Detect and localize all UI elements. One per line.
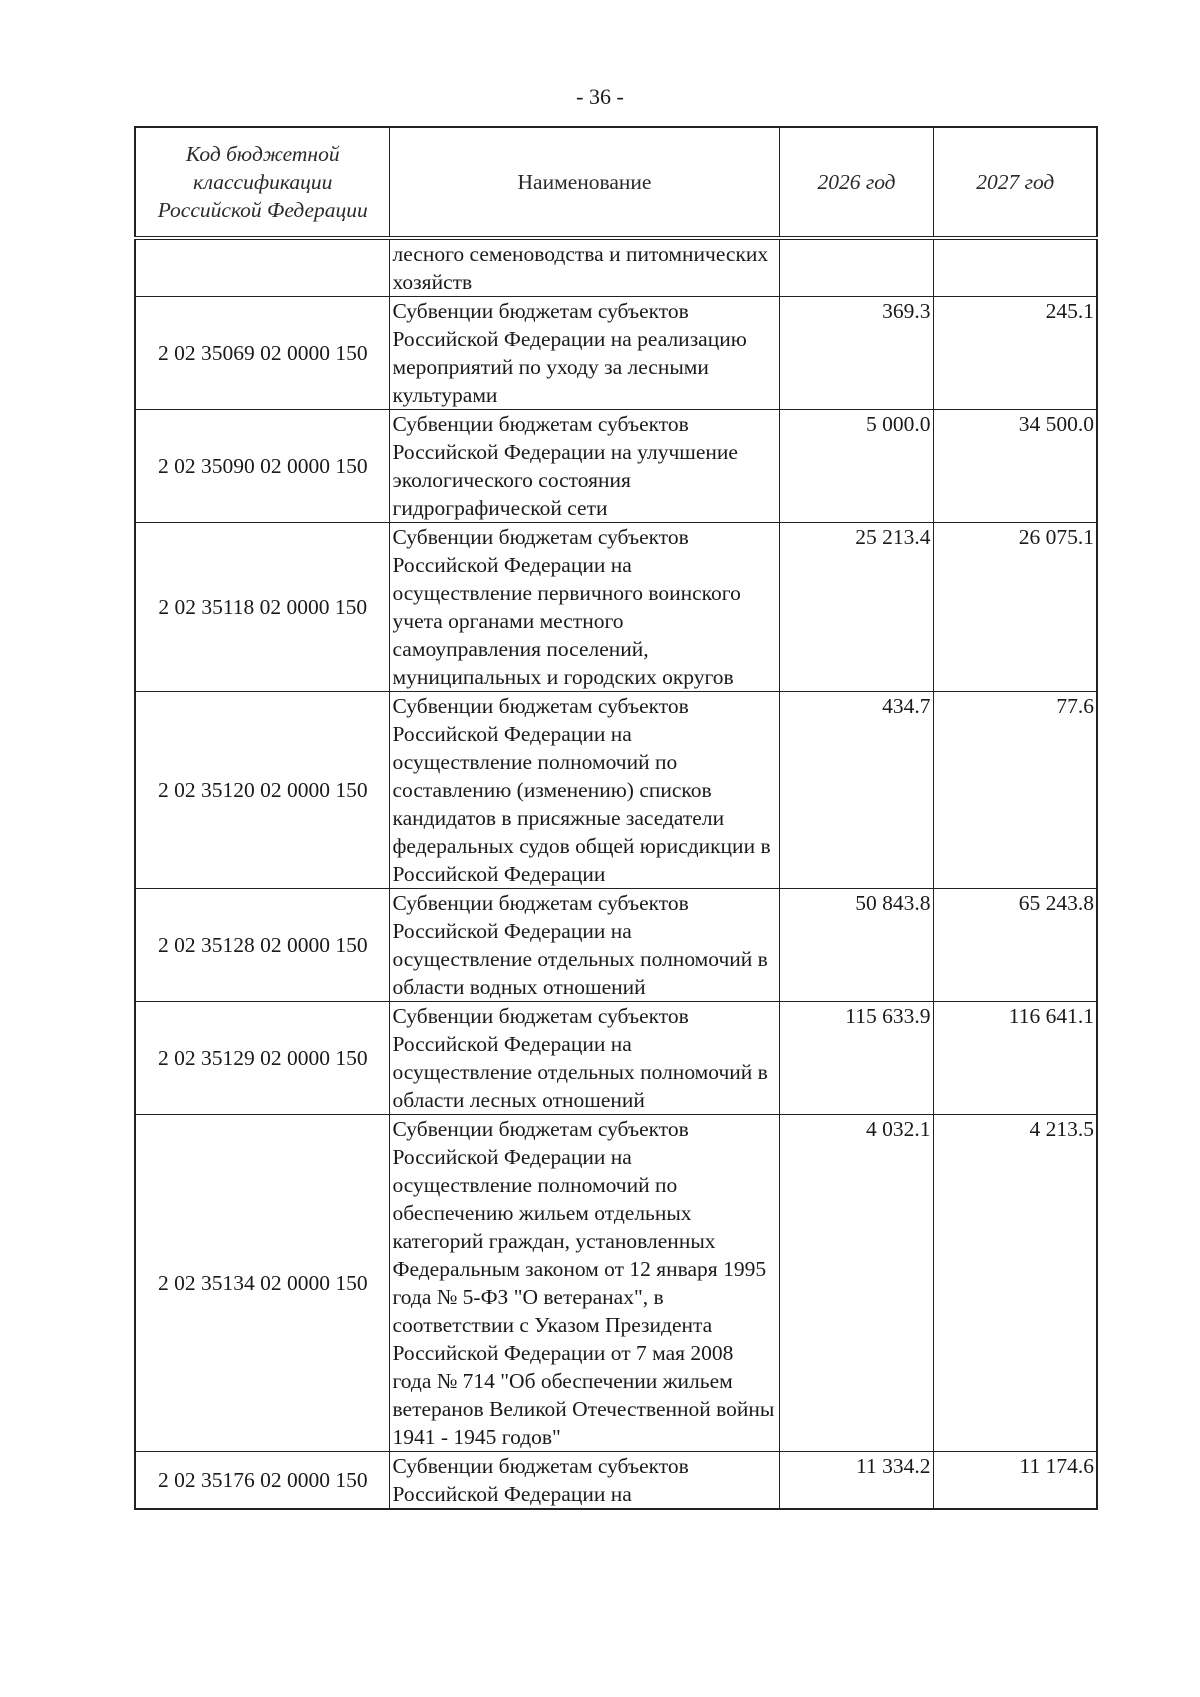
header-year-2026: 2026 год bbox=[779, 127, 933, 238]
amount-2026-cell: 4 032.1 bbox=[779, 1115, 933, 1452]
item-name-cell: Субвенции бюджетам субъектов Российской Федерации на осуществление первичного воинского учета органами местного самоуправления поселений, муниципальных и городских округов bbox=[389, 523, 779, 692]
amount-2027-cell: 4 213.5 bbox=[933, 1115, 1097, 1452]
item-name-cell: Субвенции бюджетам субъектов Российской Федерации на осуществление полномочий по обеспечению жильем отдельных категорий граждан, установленных Федеральным законом от 12 января 1995 года № 5-ФЗ "О ветеранах", в соответствии с Указом Президента Российской Федерации от 7 мая 2008 года № 714 "Об обеспечении жильем ветеранов Великой Отечественной войны 1941 - 1945 годов" bbox=[389, 1115, 779, 1452]
table-row bbox=[135, 889, 1097, 1002]
amount-2026-cell bbox=[779, 238, 933, 297]
item-name-cell: Субвенции бюджетам субъектов Российской Федерации на осуществление отдельных полномочий в области водных отношений bbox=[389, 889, 779, 1002]
amount-2026-cell: 50 843.8 bbox=[779, 889, 933, 1002]
table-row bbox=[135, 1002, 1097, 1115]
budget-table bbox=[134, 126, 1098, 1510]
table-row bbox=[135, 1115, 1097, 1452]
item-name-cell: лесного семеноводства и питомнических хозяйств bbox=[389, 238, 779, 297]
amount-2026-cell: 115 633.9 bbox=[779, 1002, 933, 1115]
budget-code-cell: 2 02 35120 02 0000 150 bbox=[135, 692, 389, 889]
amount-2026-cell: 11 334.2 bbox=[779, 1452, 933, 1510]
budget-code-cell: 2 02 35128 02 0000 150 bbox=[135, 889, 389, 1002]
amount-2027-cell: 245.1 bbox=[933, 297, 1097, 410]
amount-2027-cell: 26 075.1 bbox=[933, 523, 1097, 692]
table-row bbox=[135, 410, 1097, 523]
budget-code-cell: 2 02 35090 02 0000 150 bbox=[135, 410, 389, 523]
amount-2027-cell: 116 641.1 bbox=[933, 1002, 1097, 1115]
amount-2026-cell: 434.7 bbox=[779, 692, 933, 889]
budget-code-cell: 2 02 35129 02 0000 150 bbox=[135, 1002, 389, 1115]
budget-code-cell: 2 02 35069 02 0000 150 bbox=[135, 297, 389, 410]
item-name-cell: Субвенции бюджетам субъектов Российской Федерации на bbox=[389, 1452, 779, 1510]
header-code: Код бюджетной классификации Российской Федерации bbox=[135, 127, 389, 238]
table-row bbox=[135, 692, 1097, 889]
amount-2027-cell bbox=[933, 238, 1097, 297]
item-name-cell: Субвенции бюджетам субъектов Российской Федерации на улучшение экологического состояния гидрографической сети bbox=[389, 410, 779, 523]
amount-2027-cell: 77.6 bbox=[933, 692, 1097, 889]
amount-2027-cell: 11 174.6 bbox=[933, 1452, 1097, 1510]
header-year-2027: 2027 год bbox=[933, 127, 1097, 238]
budget-code-cell: 2 02 35176 02 0000 150 bbox=[135, 1452, 389, 1510]
item-name-cell: Субвенции бюджетам субъектов Российской Федерации на реализацию мероприятий по уходу за лесными культурами bbox=[389, 297, 779, 410]
table-row bbox=[135, 523, 1097, 692]
table-row bbox=[135, 297, 1097, 410]
table-header bbox=[135, 127, 1097, 238]
budget-code-cell: 2 02 35118 02 0000 150 bbox=[135, 523, 389, 692]
table-row bbox=[135, 1452, 1097, 1510]
budget-code-cell bbox=[135, 238, 389, 297]
item-name-cell: Субвенции бюджетам субъектов Российской Федерации на осуществление отдельных полномочий в области лесных отношений bbox=[389, 1002, 779, 1115]
amount-2027-cell: 65 243.8 bbox=[933, 889, 1097, 1002]
amount-2026-cell: 5 000.0 bbox=[779, 410, 933, 523]
amount-2026-cell: 25 213.4 bbox=[779, 523, 933, 692]
budget-code-cell: 2 02 35134 02 0000 150 bbox=[135, 1115, 389, 1452]
header-name: Наименование bbox=[389, 127, 779, 238]
page-number: - 36 - bbox=[576, 84, 624, 109]
amount-2026-cell: 369.3 bbox=[779, 297, 933, 410]
amount-2027-cell: 34 500.0 bbox=[933, 410, 1097, 523]
item-name-cell: Субвенции бюджетам субъектов Российской Федерации на осуществление полномочий по составлению (изменению) списков кандидатов в присяжные заседатели федеральных судов общей юрисдикции в Российской Федерации bbox=[389, 692, 779, 889]
table-body bbox=[135, 238, 1097, 1509]
table-row bbox=[135, 238, 1097, 297]
